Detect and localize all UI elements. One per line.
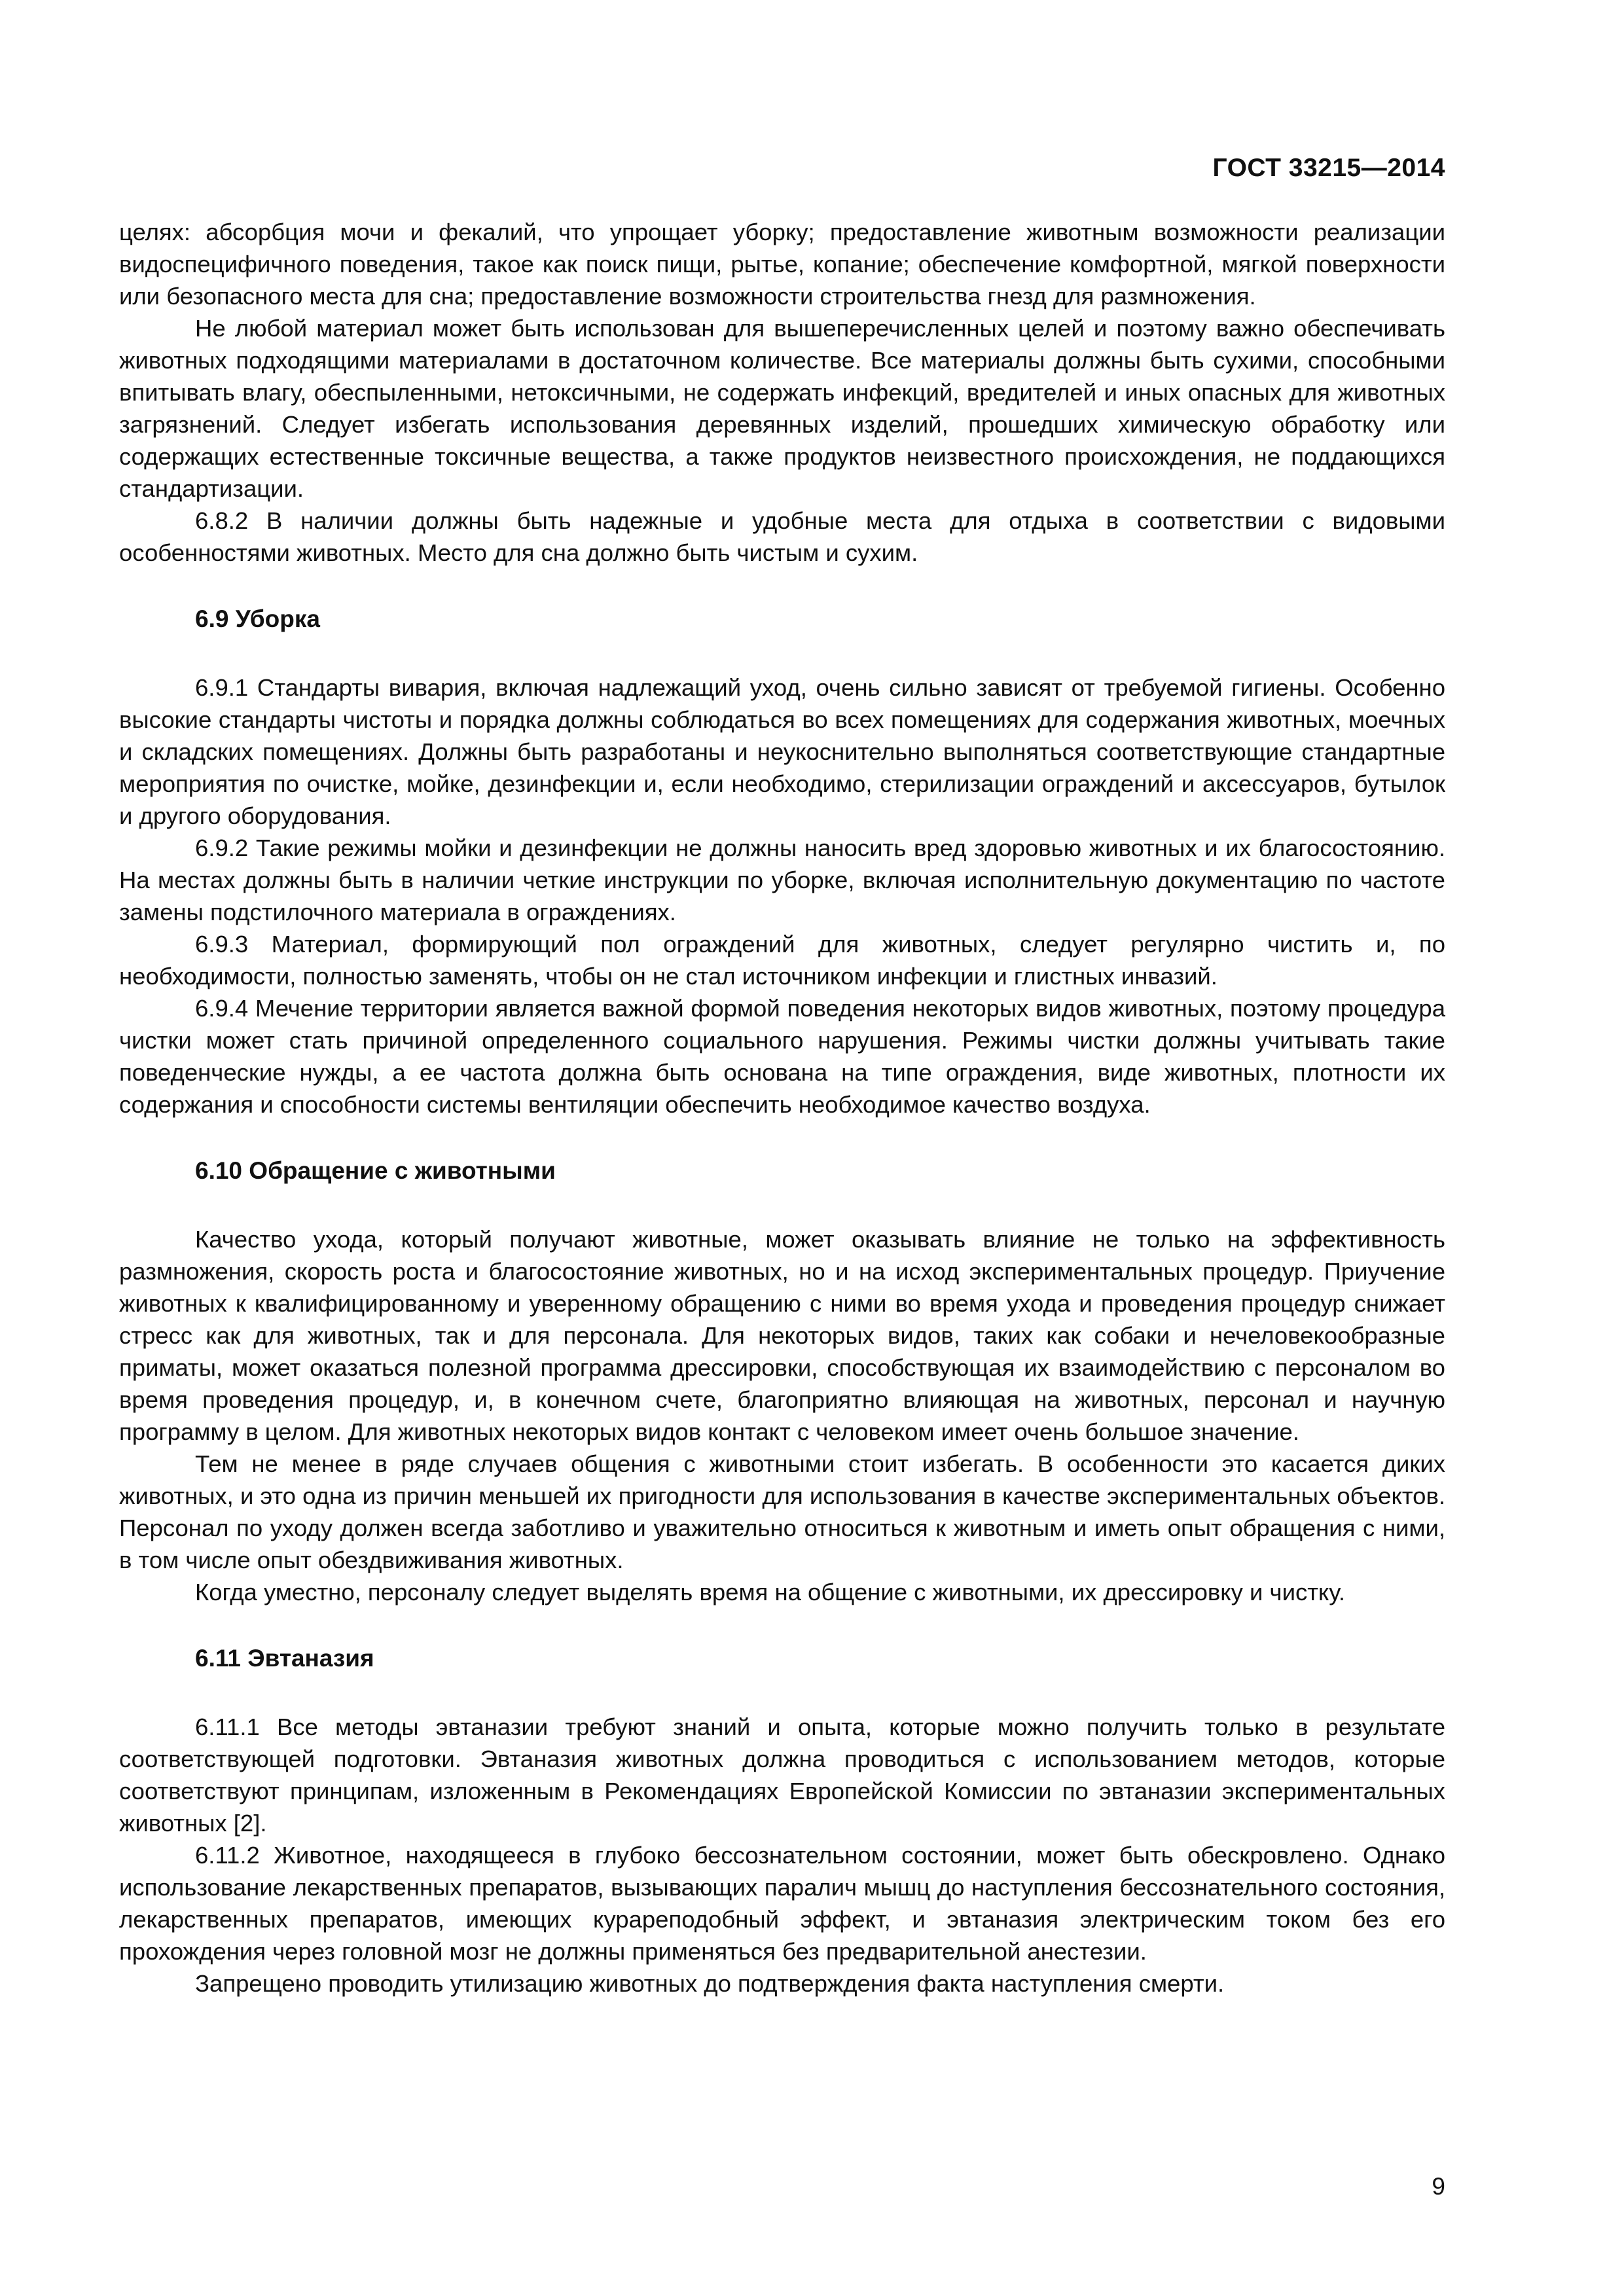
standard-header: ГОСТ 33215—2014 [1212,154,1445,182]
document-body [119,216,1445,2000]
paragraph-disposal: Запрещено проводить утилизацию животных до подтверждения факта наступления смерти. [195,1970,1225,1997]
paragraph-handling-time: Когда уместно, персоналу следует выделять время на общение с животными, их дрессировку и чистку. [195,1579,1346,1605]
paragraph-6-8-2: 6.8.2 В наличии должны быть надежные и удобные места для отдыха в соответствии с видовыми особенностями животных. Место для сна должно быть чистым и сухим. [119,507,1445,566]
paragraph-bedding-purposes: целях: абсорбция мочи и фекалий, что упрощает уборку; предоставление животным возможности реализации видоспецифичного поведения, такое как поиск пищи, рытье, копание; обеспечение комфортной, мягкой поверхности или безопасного места для сна; предоставление возможности строительства гнезд для размножения. [119,219,1445,310]
paragraph-handling-avoid: Тем не менее в ряде случаев общения с животными стоит избегать. В особенности это касается диких животных, и это одна из причин меньшей их пригодности для использования в качестве экспериментальных объектов. Персонал по уходу должен всегда заботливо и уважительно относиться к животным и иметь опыт обращения с ними, в том числе опыт обездвиживания животных. [119,1450,1445,1573]
section-heading-6-10: 6.10 Обращение с животными [195,1157,556,1184]
paragraph-bedding-material: Не любой материал может быть использован для вышеперечисленных целей и поэтому важно обеспечивать животных подходящими материалами в достаточном количестве. Все материалы должны быть сухими, способными впитывать влагу, обеспыленными, нетоксичными, не содержать инфекций, вредителей и иных опасных для животных загрязнений. Следует избегать использования деревянных изделий, прошедших химическую обработку или содержащих естественные токсичные вещества, а также продуктов неизвестного происхождения, не поддающихся стандартизации. [119,315,1445,502]
section-heading-6-11: 6.11 Эвтаназия [195,1645,374,1672]
paragraph-handling-quality: Качество ухода, который получают животные, может оказывать влияние не только на эффективность размножения, скорость роста и благосостояние животных, но и на исход экспериментальных процедур. Приучение животных к квалифицированному и уверенному обращению с ними во время ухода и проведения процедур снижает стресс как для животных, так и для персонала. Для некоторых видов, таких как собаки и нечеловекообразные приматы, может оказаться полезной программа дрессировки, способствующая их взаимодействию с персоналом во время проведения процедур, и, в конечном счете, благоприятно влияющая на животных, персонал и научную программу в целом. Для животных некоторых видов контакт с человеком имеет очень большое значение. [119,1226,1445,1445]
paragraph-6-9-3: 6.9.3 Материал, формирующий пол ограждений для животных, следует регулярно чистить и, по необходимости, полностью заменять, чтобы он не стал источником инфекции и глистных инвазий. [119,931,1445,990]
paragraph-6-11-2: 6.11.2 Животное, находящееся в глубоко бессознательном состоянии, может быть обескровлено. Однако использование лекарственных препаратов, вызывающих паралич мышц до наступления бессознательного состояния, лекарственных препаратов, имеющих курареподобный эффект, и эвтаназия электрическим током без его прохождения через головной мозг не должны применяться без предварительной анестезии. [119,1842,1445,1965]
section-heading-6-9: 6.9 Уборка [195,605,320,632]
page-number: 9 [1432,2173,1445,2200]
paragraph-6-9-2: 6.9.2 Такие режимы мойки и дезинфекции не должны наносить вред здоровью животных и их благосостоянию. На местах должны быть в наличии четкие инструкции по уборке, включая исполнительную документацию по частоте замены подстилочного материала в ограждениях. [119,834,1445,925]
paragraph-6-9-4: 6.9.4 Мечение территории является важной формой поведения некоторых видов животных, поэтому процедура чистки может стать причиной определенного социального нарушения. Режимы чистки должны учитывать такие поведенческие нужды, а ее частота должна быть основана на типе ограждения, виде животных, плотности их содержания и способности системы вентиляции обеспечить необходимое качество воздуха. [119,995,1445,1118]
paragraph-6-9-1: 6.9.1 Стандарты вивария, включая надлежащий уход, очень сильно зависят от требуемой гигиены. Особенно высокие стандарты чистоты и порядка должны соблюдаться во всех помещениях для содержания животных, моечных и складских помещениях. Должны быть разработаны и неукоснительно выполняться соответствующие стандартные мероприятия по очистке, мойке, дезинфекции и, если необходимо, стерилизации ограждений и аксессуаров, бутылок и другого оборудования. [119,674,1445,829]
paragraph-6-11-1: 6.11.1 Все методы эвтаназии требуют знаний и опыта, которые можно получить только в результате соответствующей подготовки. Эвтаназия животных должна проводиться с использованием методов, которые соответствуют принципам, изложенным в Рекомендациях Европейской Комиссии по эвтаназии экспериментальных животных [2]. [119,1713,1445,1837]
